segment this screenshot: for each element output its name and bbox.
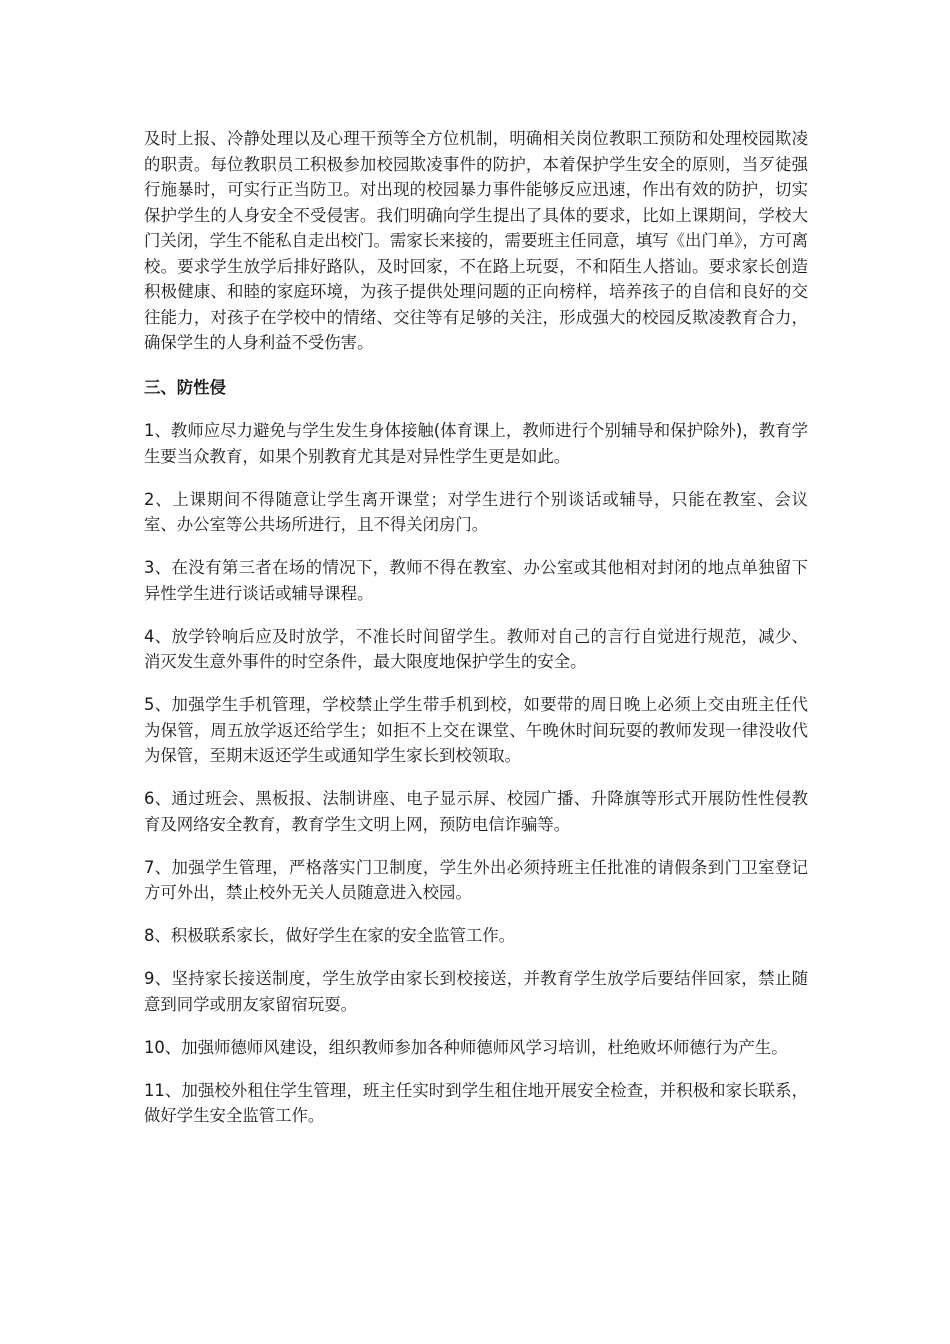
list-item: 6、通过班会、黑板报、法制讲座、电子显示屏、校园广播、升降旗等形式开展防性性侵教育及网络安全教育，教育学生文明上网，预防电信诈骗等。 (144, 789, 808, 834)
list-item: 4、放学铃响后应及时放学，不准长时间留学生。教师对自己的言行自觉进行规范，减少、消灭发生意外事件的时空条件，最大限度地保护学生的安全。 (144, 626, 808, 671)
document-body (144, 126, 808, 1146)
list-item: 2、上课期间不得随意让学生离开课堂；对学生进行个别谈话或辅导，只能在教室、会议室、办公室等公共场所进行，且不得关闭房门。 (144, 489, 808, 534)
list-item: 10、加强师德师风建设，组织教师参加各种师德师风学习培训，杜绝败坏师德行为产生。 (144, 1037, 788, 1057)
list-item: 11、加强校外租住学生管理，班主任实时到学生租住地开展安全检查，并积极和家长联系，做好学生安全监管工作。 (144, 1080, 808, 1125)
list-item: 7、加强学生管理，严格落实门卫制度，学生外出必须持班主任批准的请假条到门卫室登记方可外出，禁止校外无关人员随意进入校园。 (144, 857, 808, 902)
section-heading: 三、防性侵 (144, 377, 226, 397)
list-item: 9、坚持家长接送制度，学生放学由家长到校接送，并教育学生放学后要结伴回家，禁止随意到同学或朋友家留宿玩耍。 (144, 969, 808, 1014)
list-item: 3、在没有第三者在场的情况下，教师不得在教室、办公室或其他相对封闭的地点单独留下异性学生进行谈话或辅导课程。 (144, 558, 808, 603)
list-item: 5、加强学生手机管理，学校禁止学生带手机到校，如要带的周日晚上必须上交由班主任代为保管，周五放学返还给学生；如拒不上交在课堂、午晚休时间玩耍的教师发现一律没收代为保管，至期末返还学生或通知学生家长到校领取。 (144, 695, 808, 765)
list-item: 1、教师应尽力避免与学生发生身体接触(体育课上，教师进行个别辅导和保护除外)，教育学生要当众教育，如果个别教育尤其是对异性学生更是如此。 (144, 421, 808, 466)
intro-paragraph: 及时上报、冷静处理以及心理干预等全方位机制，明确相关岗位教职工预防和处理校园欺凌的职责。每位教职员工积极参加校园欺凌事件的防护，本着保护学生安全的原则，当歹徒强行施暴时，可实行正当防卫。对出现的校园暴力事件能够反应迅速，作出有效的防护，切实保护学生的人身安全不受侵害。我们明确向学生提出了具体的要求，比如上课期间，学校大门关闭，学生不能私自走出校门。需家长来接的，需要班主任同意，填写《出门单》，方可离校。要求学生放学后排好路队，及时回家，不在路上玩耍，不和陌生人搭讪。要求家长创造积极健康、和睦的家庭环境，为孩子提供处理问题的正向榜样，培养孩子的自信和良好的交往能力，对孩子在学校中的情绪、交往等有足够的关注，形成强大的校园反欺凌教育合力，确保学生的人身利益不受伤害。 (144, 129, 808, 352)
list-item: 8、积极联系家长，做好学生在家的安全监管工作。 (144, 926, 516, 945)
